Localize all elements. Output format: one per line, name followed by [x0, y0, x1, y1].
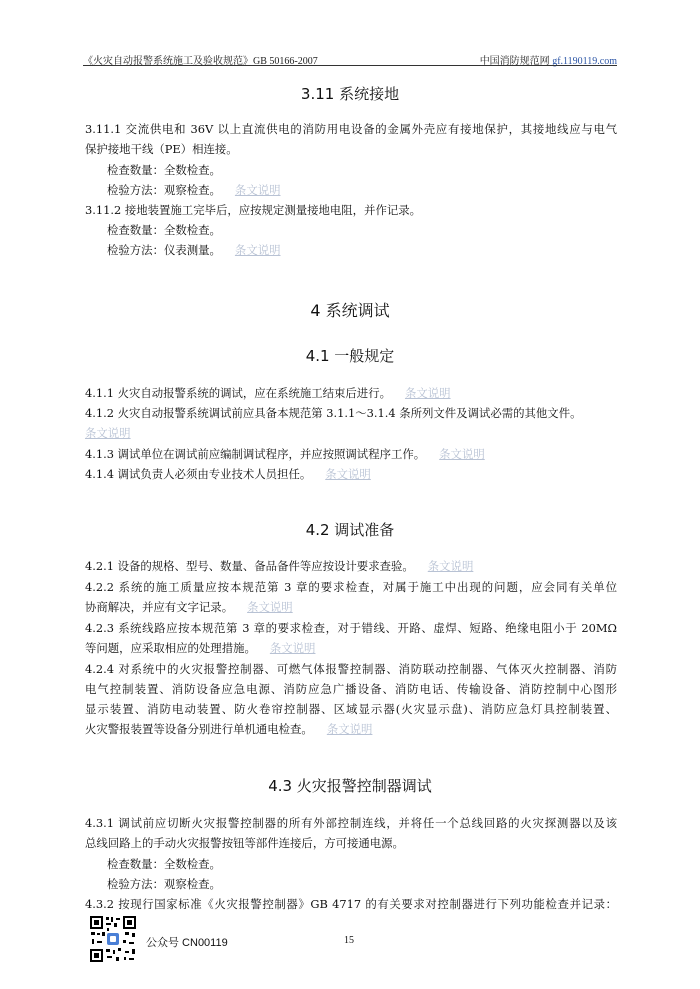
qr-code-icon: [89, 915, 137, 963]
clause-3-11-2-line-1: 3.11.2 接地装置施工完毕后，应按规定测量接地电阻，并作记录。: [85, 203, 422, 217]
explanation-link[interactable]: 条文说明: [234, 183, 281, 197]
clause-4-1-3: 4.1.3 调试单位在调试前应编制调试程序，并应按照调试程序工作。: [85, 447, 426, 461]
chapter-4-title: 4 系统调试: [310, 301, 390, 320]
header-standard-title: 《火灾自动报警系统施工及验收规范》GB 50166-2007: [83, 56, 318, 67]
header-site-link[interactable]: gf.1190119.com: [552, 56, 617, 67]
section-4-3-title: 4.3 火灾报警控制器调试: [268, 777, 432, 795]
clause-4-2-3-line-2: 等问题，应采取相应的处理措施。: [85, 641, 256, 655]
clause-4-3-1-check-method: 检验方法：观察检查。: [107, 877, 221, 891]
clause-4-2-2-line-2: 协商解决，并应有文字记录。: [85, 600, 234, 614]
clause-4-1-4-row: [85, 465, 617, 484]
clause-4-2-4-line-4: 火灾警报装置等设备分别进行单机通电检查。: [85, 722, 313, 736]
section-3-11-title: 3.11 系统接地: [300, 85, 400, 103]
footer-account-label: 公众号 CN00119: [146, 937, 228, 949]
section-4-2-title: 4.2 调试准备: [305, 521, 395, 539]
clause-4-2-2-line-1: 4.2.2 系统的施工质量应按本规范第 3 章的要求检查，对属于施工中出现的问题，应会同有关单位: [85, 580, 617, 594]
header-site-name: 中国消防规范网: [479, 56, 550, 67]
explanation-link[interactable]: 条文说明: [85, 426, 131, 440]
explanation-link[interactable]: 条文说明: [427, 559, 474, 573]
clause-4-2-4-line-4-row: [85, 720, 617, 739]
clause-3-11-2-check-method: 检验方法：仪表测量。: [107, 243, 221, 257]
explanation-link[interactable]: 条文说明: [269, 641, 316, 655]
clause-3-11-1-check-method: 检验方法：观察检查。: [107, 183, 221, 197]
clause-4-3-2: 4.3.2 按现行国家标准《火灾报警控制器》GB 4717 的有关要求对控制器进行下列功能检查并记录：: [85, 897, 617, 911]
clause-4-2-4-line-3: 显示装置、消防电动装置、防火卷帘控制器、区域显示器(火灾显示盘)、消防应急灯具控制装置、: [85, 702, 617, 716]
explanation-link[interactable]: 条文说明: [325, 467, 371, 481]
clause-4-1-1: 4.1.1 火灾自动报警系统的调试，应在系统施工结束后进行。: [85, 386, 391, 400]
section-4-1-title: 4.1 一般规定: [305, 347, 395, 365]
explanation-link[interactable]: 条文说明: [326, 722, 373, 736]
clause-3-11-1-line-1: 3.11.1 交流供电和 36V 以上直流供电的消防用电设备的金属外壳应有接地保护，其接地线应与电气: [85, 122, 617, 136]
explanation-link[interactable]: 条文说明: [439, 447, 485, 461]
clause-4-1-2: 4.1.2 火灾自动报警系统调试前应具备本规范第 3.1.1～3.1.4 条所列文件及调试必需的其他文件。: [85, 406, 582, 420]
clause-4-1-1-row: [85, 384, 617, 403]
clause-4-2-1-row: [85, 557, 617, 576]
clause-4-2-4-line-2: 电气控制装置、消防设备应急电源、消防应急广播设备、消防电话、传输设备、消防控制中心图形: [85, 682, 617, 696]
clause-4-2-4-line-1: 4.2.4 对系统中的火灾报警控制器、可燃气体报警控制器、消防联动控制器、气体灭火控制器、消防: [85, 662, 617, 676]
clause-3-11-2-check-quantity: 检查数量：全数检查。: [107, 223, 221, 237]
clause-4-1-2-link-row: [85, 424, 617, 443]
clause-3-11-1-check-method-row: [107, 181, 639, 200]
explanation-link[interactable]: 条文说明: [234, 243, 281, 257]
explanation-link[interactable]: 条文说明: [247, 600, 293, 614]
explanation-link[interactable]: 条文说明: [404, 386, 451, 400]
clause-4-2-2-line-2-row: [85, 598, 617, 617]
clause-4-3-1-line-2: 总线回路上的手动火灾报警按钮等部件连接后，方可接通电源。: [85, 836, 404, 850]
header-divider: [83, 65, 617, 66]
clause-4-1-3-row: [85, 445, 617, 464]
clause-3-11-1-check-quantity: 检查数量：全数检查。: [107, 163, 221, 177]
clause-3-11-2-check-method-row: [107, 241, 639, 260]
clause-3-11-1-line-2: 保护接地干线（PE）相连接。: [85, 142, 238, 156]
clause-4-2-3-line-2-row: [85, 639, 617, 658]
clause-4-3-1-check-quantity: 检查数量：全数检查。: [107, 857, 221, 871]
clause-4-3-1-line-1: 4.3.1 调试前应切断火灾报警控制器的所有外部控制连线，并将任一个总线回路的火灾探测器以及该: [85, 816, 617, 830]
clause-4-1-4: 4.1.4 调试负责人必须由专业技术人员担任。: [85, 467, 312, 481]
page-number: 15: [344, 935, 354, 946]
clause-4-2-1: 4.2.1 设备的规格、型号、数量、备品备件等应按设计要求查验。: [85, 559, 414, 573]
clause-4-2-3-line-1: 4.2.3 系统线路应按本规范第 3 章的要求检查，对于错线、开路、虚焊、短路、绝缘电阻小于 20MΩ: [85, 621, 617, 635]
